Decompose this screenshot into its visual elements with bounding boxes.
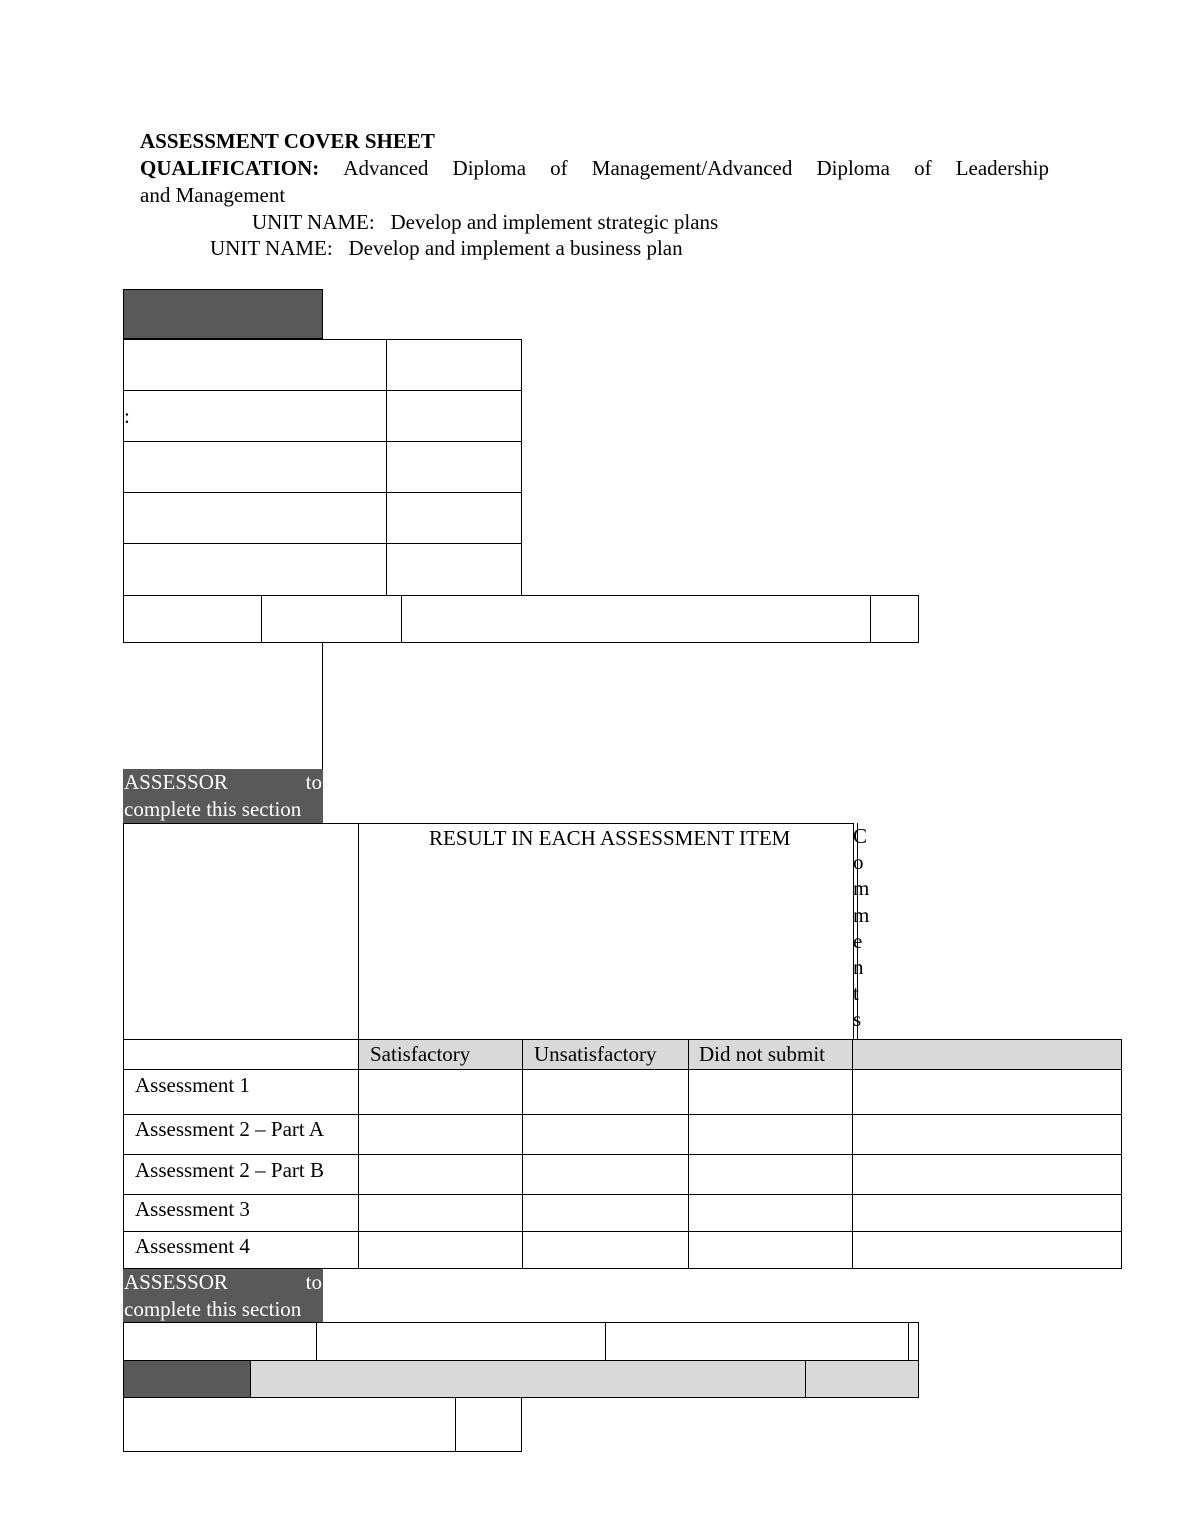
unit-name-2-value: Develop and implement a business plan: [348, 236, 683, 260]
assessor-banner: [123, 769, 323, 823]
assessor-signoff-cell: [908, 1322, 919, 1361]
table-row-label: Assessment 2 – Part A: [123, 1114, 359, 1155]
comments-letter: m: [853, 876, 870, 901]
page-title: ASSESSMENT COVER SHEET: [140, 129, 435, 153]
result-cell-satisfactory[interactable]: [358, 1231, 523, 1269]
comments-letter: C: [853, 824, 868, 848]
student-detail-input-cell[interactable]: [386, 390, 522, 442]
unit-name-1-value: Develop and implement strategic plans: [390, 210, 719, 234]
comments-letter: m: [853, 902, 870, 927]
qualification-value-continued: and Management: [140, 183, 286, 207]
result-cell-did-not-submit[interactable]: [688, 1114, 853, 1155]
column-header-unsatisfactory: Unsatisfactory: [522, 1039, 689, 1070]
comments-letter: o: [853, 850, 864, 875]
declaration-cell: [123, 595, 262, 643]
result-cell-did-not-submit[interactable]: [688, 1231, 853, 1269]
student-detail-label-cell: [123, 339, 387, 391]
column-header-did-not-submit: Did not submit: [688, 1039, 853, 1070]
result-cell-unsatisfactory[interactable]: [522, 1069, 689, 1115]
student-detail-label-cell: [123, 492, 387, 544]
qualification-value: Advanced Diploma of Management/Advanced Diploma of Leadership: [343, 156, 1049, 180]
assessor-signoff-cell: [123, 1322, 317, 1361]
unit-name-2: [210, 235, 683, 261]
signature-box-divider: [322, 642, 323, 769]
result-cell-satisfactory[interactable]: [358, 1114, 523, 1155]
result-cell-did-not-submit[interactable]: [688, 1069, 853, 1115]
result-cell-comments[interactable]: [852, 1114, 1122, 1155]
column-header-comments: [852, 1039, 1122, 1070]
results-heading-cell: [358, 823, 854, 1040]
result-cell-did-not-submit[interactable]: [688, 1194, 853, 1232]
result-cell-unsatisfactory[interactable]: [522, 1154, 689, 1195]
assessor-banner-line-2: complete this section: [124, 797, 302, 821]
table-row-label: Assessment 2 – Part B: [123, 1154, 359, 1195]
outcome-value-cell[interactable]: [805, 1360, 919, 1398]
result-cell-unsatisfactory[interactable]: [522, 1194, 689, 1232]
declaration-cell[interactable]: [261, 595, 402, 643]
assessor-banner-line-2: complete this section: [124, 1297, 302, 1321]
result-cell-satisfactory[interactable]: [358, 1194, 523, 1232]
assessor-signoff-cell[interactable]: [605, 1322, 909, 1361]
result-cell-satisfactory[interactable]: [358, 1069, 523, 1115]
comments-letter: e: [853, 928, 863, 953]
declaration-cell: [401, 595, 871, 643]
unit-name-1-label: UNIT NAME:: [252, 210, 375, 234]
comments-letter: t: [853, 981, 859, 1006]
student-detail-input-cell[interactable]: [386, 339, 522, 391]
assessor-banner-line-1: ASSESSOR to: [124, 1270, 322, 1294]
result-cell-comments[interactable]: [852, 1231, 1122, 1269]
assessor-banner-line-1: ASSESSOR to: [124, 770, 322, 794]
result-cell-comments[interactable]: [852, 1194, 1122, 1232]
table-row-label: Assessment 3: [123, 1194, 359, 1232]
student-section-header: [123, 289, 323, 339]
student-detail-label-cell: [123, 390, 387, 442]
comments-letter: n: [853, 955, 864, 979]
unit-name-1: [252, 209, 718, 235]
assessor-banner: [123, 1269, 323, 1323]
results-corner-cell: [123, 823, 359, 1040]
outcome-label-cell: [123, 1360, 251, 1398]
student-detail-label-cell: [123, 441, 387, 493]
results-heading: RESULT IN EACH ASSESSMENT ITEM: [429, 826, 791, 850]
result-cell-unsatisfactory[interactable]: [522, 1114, 689, 1155]
student-detail-input-cell[interactable]: [386, 543, 522, 596]
qualification-line: [140, 155, 1049, 181]
final-input-cell[interactable]: [455, 1397, 522, 1452]
table-row-label: Assessment 1: [123, 1069, 359, 1115]
student-detail-input-cell[interactable]: [386, 492, 522, 544]
declaration-cell[interactable]: [870, 595, 919, 643]
colon-mark: :: [124, 404, 130, 428]
assessor-signoff-cell[interactable]: [316, 1322, 606, 1361]
column-header-blank: [123, 1039, 359, 1070]
result-cell-comments[interactable]: [852, 1154, 1122, 1195]
final-label-cell: [123, 1397, 456, 1452]
unit-name-2-label: UNIT NAME:: [210, 236, 333, 260]
result-cell-comments[interactable]: [852, 1069, 1122, 1115]
result-cell-did-not-submit[interactable]: [688, 1154, 853, 1195]
student-detail-input-cell[interactable]: [386, 441, 522, 493]
result-cell-satisfactory[interactable]: [358, 1154, 523, 1195]
qualification-label: QUALIFICATION:: [140, 156, 320, 180]
result-cell-unsatisfactory[interactable]: [522, 1231, 689, 1269]
outcome-value-cell[interactable]: [250, 1360, 806, 1398]
comments-letter: s: [853, 1007, 862, 1032]
student-detail-label-cell: [123, 543, 387, 596]
table-row-label: Assessment 4: [123, 1231, 359, 1269]
column-header-satisfactory: Satisfactory: [358, 1039, 523, 1070]
